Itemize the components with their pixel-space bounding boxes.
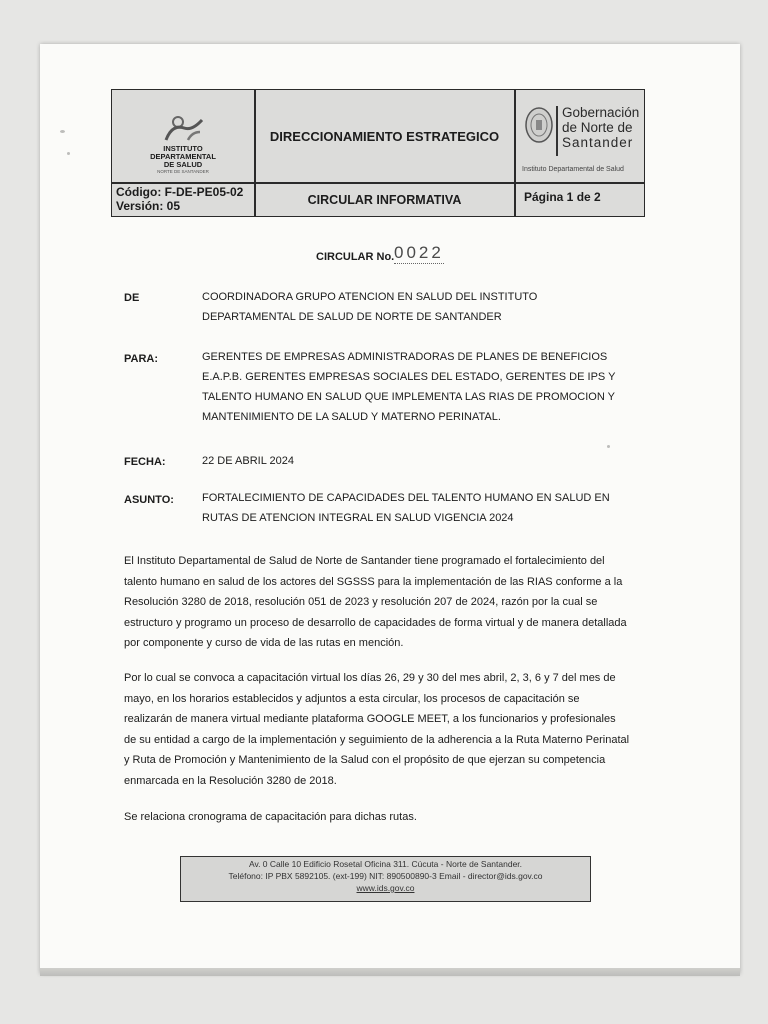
gobernacion-text: Gobernación	[562, 105, 640, 120]
paragraph-line: El Instituto Departamental de Salud de Norte de Santander tiene programado el fortalecimiento del	[124, 555, 605, 567]
page-edge	[40, 968, 740, 976]
paragraph-line: enmarcada en la Resolución 3280 de 2018.	[124, 774, 337, 787]
page-number: Página 1 de 2	[524, 190, 601, 204]
para-value	[202, 347, 638, 427]
header-title: DIRECCIONAMIENTO ESTRATEGICO	[269, 128, 500, 144]
version-text: Versión: 05	[116, 199, 181, 213]
gobernacion-text: Santander	[562, 135, 634, 150]
footer-contact: Teléfono: IP PBX 5892105. (ext-199) NIT: 890500890-3 Email - director@ids.gov.co	[228, 871, 543, 881]
logo-text-line: INSTITUTO	[163, 144, 203, 153]
paragraph-line: Resolución 3280 de 2018, resolución 051 de 2023 y resolución 207 de 2024, razón por la cual se	[124, 596, 598, 608]
paragraph-3: Se relaciona cronograma de capacitación para dichas rutas.	[124, 811, 417, 823]
asunto-label: ASUNTO:	[124, 494, 174, 506]
para-label: PARA:	[124, 353, 159, 365]
para-line: GERENTES DE EMPRESAS ADMINISTRADORAS DE PLANES DE BENEFICIOS	[202, 351, 608, 363]
de-line: DEPARTAMENTAL DE SALUD DE NORTE DE SANTANDER	[202, 311, 502, 323]
de-line: COORDINADORA GRUPO ATENCION EN SALUD DEL INSTITUTO	[202, 291, 538, 303]
gobernacion-text: de Norte de	[562, 120, 633, 135]
fecha-label: FECHA:	[124, 456, 166, 468]
logo-text-line: NORTE DE SANTANDER	[157, 169, 209, 174]
paragraph-line: Por lo cual se convoca a capacitación virtual los días 26, 29 y 30 del mes abril, 2, 3, 6 y 7 del mes de	[124, 672, 616, 684]
paragraph-line: de su entidad a cargo de la implementación y seguimiento de la adherencia a la Ruta Materno Perinatal	[124, 733, 630, 746]
document-header-table	[111, 89, 645, 217]
document-code	[116, 185, 243, 213]
para-line: E.A.P.B. GERENTES EMPRESAS SOCIALES DEL ESTADO, GERENTES DE IPS Y	[202, 371, 616, 383]
paragraph-line: estructuro y programo un proceso de desarrollo de capacidades de forma virtual y de manera detallada	[124, 616, 627, 629]
paragraph-line: talento humano en salud de los actores del SGSSS para la implementación de las RIAS conforme a la	[124, 575, 623, 588]
seal-icon	[524, 105, 554, 145]
footer-website-link[interactable]: www.ids.gov.co	[356, 883, 415, 893]
paragraph-1	[124, 551, 638, 654]
footer-address: Av. 0 Calle 10 Edificio Rosetal Oficina 311. Cúcuta - Norte de Santander.	[248, 859, 523, 869]
para-line: TALENTO HUMANO EN SALUD QUE IMPLEMENTA LAS RIAS DE PROMOCION Y	[202, 391, 615, 403]
scan-speck	[60, 130, 65, 133]
de-value	[202, 287, 638, 327]
paragraph-line: y Ruta de Promoción y Mantenimiento de la Salud con el propósito de que ejerzan su competencia	[124, 754, 606, 766]
scan-speck	[607, 445, 610, 448]
codigo-text: Código: F-DE-PE05-02	[116, 185, 244, 199]
de-label: DE	[124, 292, 140, 304]
paragraph-2	[124, 668, 638, 791]
logo-text-line: DEPARTAMENTAL	[150, 152, 216, 161]
circular-number-label: CIRCULAR No.	[316, 251, 395, 263]
asunto-line: RUTAS DE ATENCION INTEGRAL EN SALUD VIGENCIA 2024	[202, 512, 514, 524]
asunto-line: FORTALECIMIENTO DE CAPACIDADES DEL TALENTO HUMANO EN SALUD EN	[202, 492, 610, 504]
circular-number: 0022	[394, 243, 444, 262]
asunto-value	[202, 488, 638, 528]
fecha-value: 22 DE ABRIL 2024	[202, 455, 294, 467]
circular-type: CIRCULAR INFORMATIVA	[307, 192, 462, 207]
ids-logo-icon	[162, 114, 206, 142]
para-line: MANTENIMIENTO DE LA SALUD Y MATERNO PERINATAL.	[202, 411, 501, 423]
footer-contact-box	[180, 856, 591, 902]
logo-text-line: DE SALUD	[163, 160, 203, 169]
ids-logo	[112, 90, 254, 182]
gobernacion-subtitle: Instituto Departamental de Salud	[522, 166, 624, 173]
scan-speck	[67, 152, 70, 155]
paragraph-line: realizarán de manera virtual mediante plataforma GOOGLE MEET, a los funcionarios y profesionales	[124, 713, 616, 725]
gobernacion-logo	[516, 90, 644, 182]
paragraph-line: mayo, en los horarios establecidos y adjuntos a esta circular, los procesos de capacitación se	[124, 692, 580, 705]
paragraph-line: por componente y curso de vida de las rutas en mención.	[124, 637, 404, 649]
